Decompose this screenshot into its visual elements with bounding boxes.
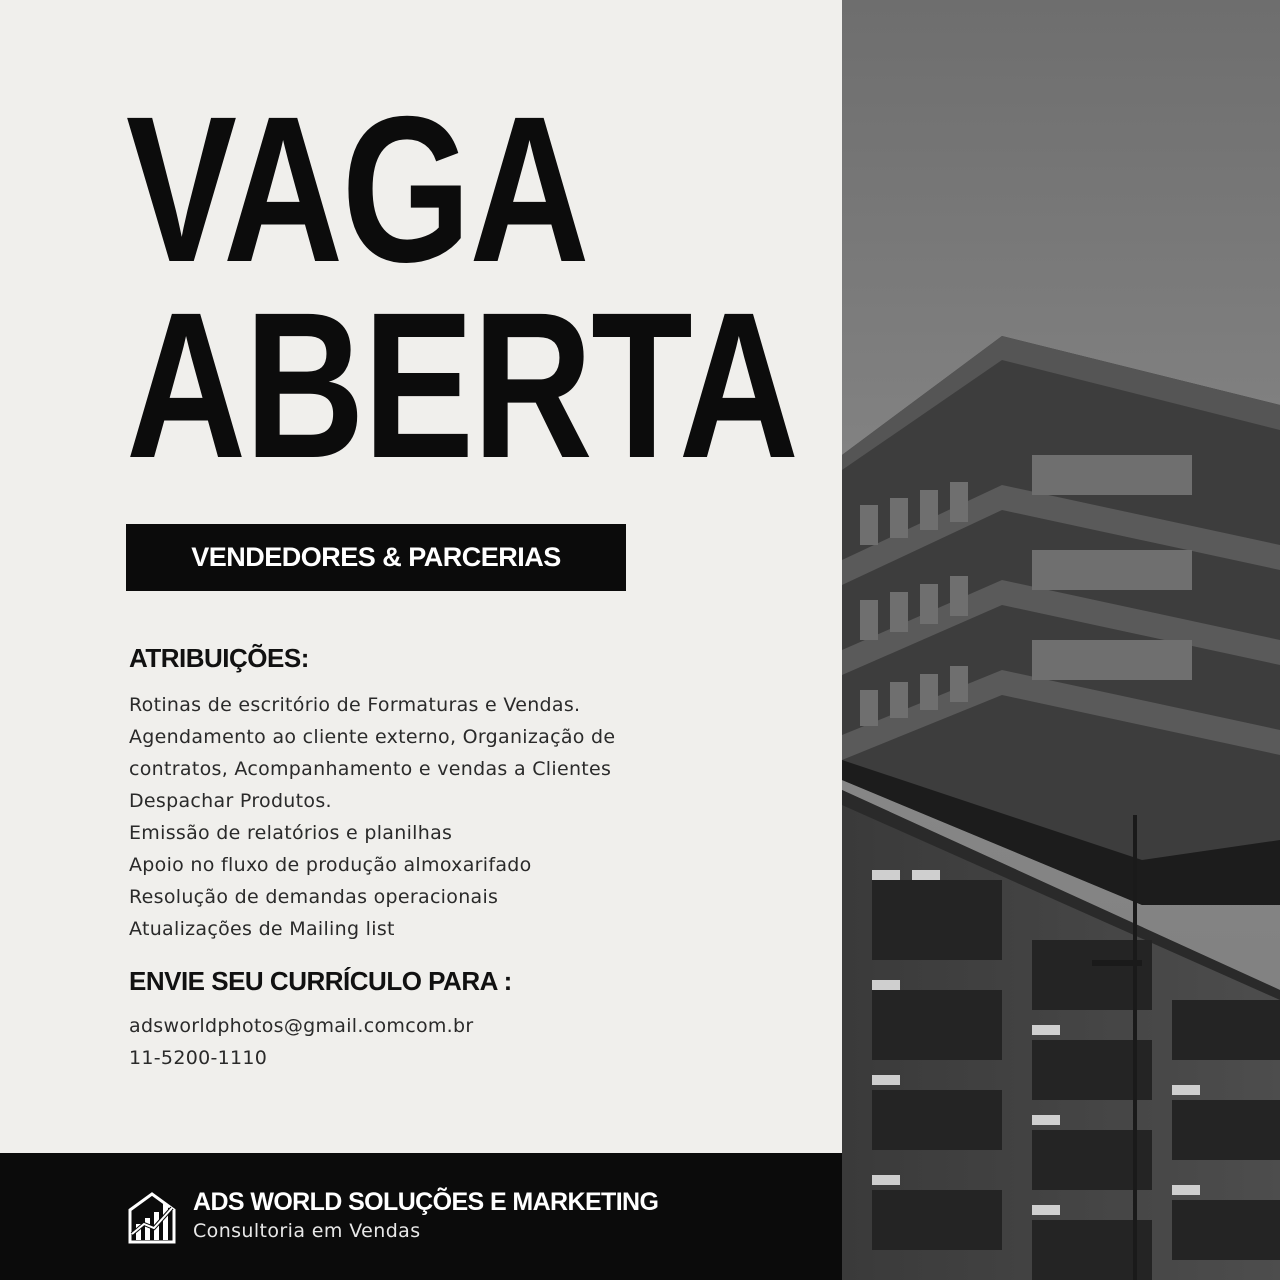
headline [126, 74, 798, 502]
brand-name: ADS WORLD SOLUÇÕES E MARKETING [193, 1188, 659, 1216]
brand-subtitle: Consultoria em Vendas [193, 1220, 421, 1242]
bar-chart-growth-icon [126, 1190, 178, 1246]
contact-phone[interactable]: 11-5200-1110 [129, 1047, 268, 1069]
list-item: contratos, Acompanhamento e vendas a Clientes [129, 758, 612, 780]
contact-block [129, 1010, 474, 1074]
list-item: Apoio no fluxo de produção almoxarifado [129, 854, 532, 876]
attributions-list [129, 689, 615, 945]
list-item: Despachar Produtos. [129, 790, 332, 812]
contact-title: ENVIE SEU CURRÍCULO PARA : [129, 966, 512, 996]
building-image [842, 0, 1280, 1280]
attributions-title: ATRIBUIÇÕES: [129, 643, 309, 673]
list-item: Rotinas de escritório de Formaturas e Vendas. [129, 694, 581, 716]
headline-line-1: VAGA [126, 74, 589, 306]
headline-line-2: ABERTA [126, 270, 798, 502]
list-item: Atualizações de Mailing list [129, 918, 395, 940]
list-item: Emissão de relatórios e planilhas [129, 822, 453, 844]
list-item: Agendamento ao cliente externo, Organização de [129, 726, 616, 748]
contact-email[interactable]: adsworldphotos@gmail.comcom.br [129, 1015, 474, 1037]
position-tag: VENDEDORES & PARCERIAS [126, 524, 626, 591]
list-item: Resolução de demandas operacionais [129, 886, 499, 908]
building-photo [842, 0, 1280, 1280]
